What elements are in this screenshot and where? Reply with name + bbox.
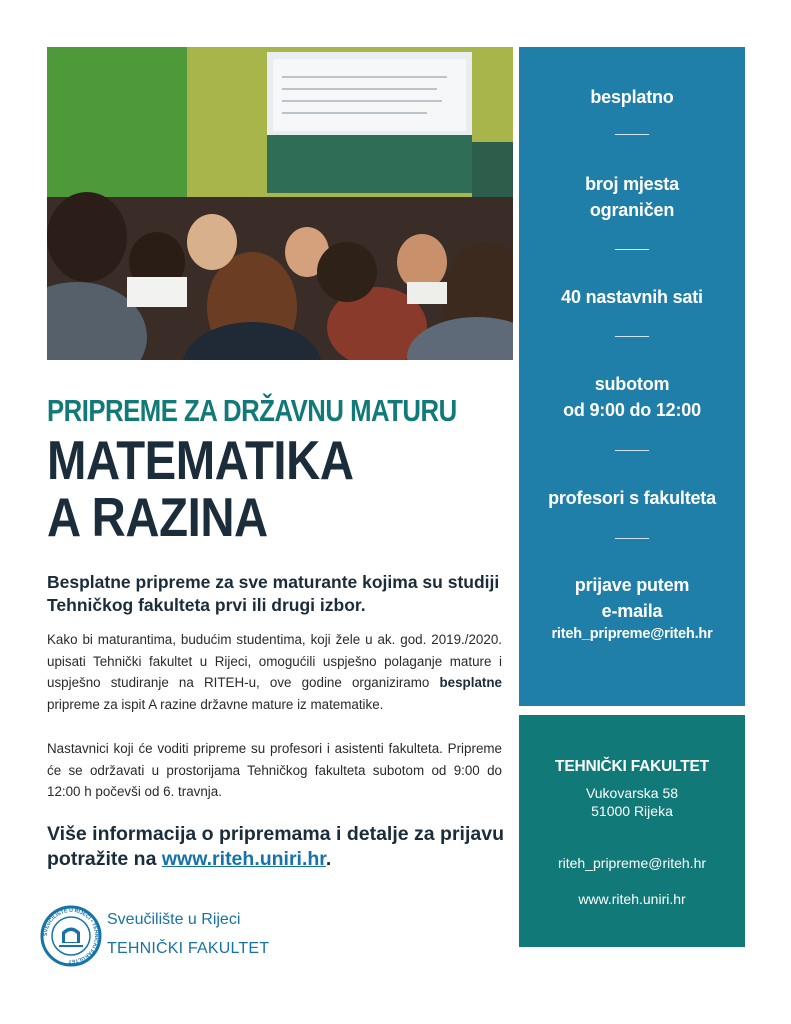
contact-street: Vukovarska 58 — [585, 785, 679, 801]
faculty-name: TEHNIČKI FAKULTET — [107, 940, 270, 957]
university-name: Sveučilište u Rijeci — [107, 911, 241, 928]
teachers-paragraph: Nastavnici koji će voditi pripreme su profesori i asistenti fakulteta. Pripreme će se održavati u prostorijama Tehničkog fakulteta subotom od 9:00 do 12:00 h počevši od 6. travnja. — [47, 741, 502, 800]
divider — [615, 538, 649, 539]
divider — [615, 249, 649, 250]
website-link[interactable]: www.riteh.uniri.hr — [161, 848, 326, 870]
info-limited-seats-line2: ograničen — [589, 200, 675, 220]
more-info — [47, 822, 517, 872]
divider — [615, 134, 649, 135]
kicker-heading: PRIPREME ZA DRŽAVNU MATURU — [47, 393, 457, 428]
intro-text-bold: besplatne — [439, 675, 502, 691]
intro-paragraph — [47, 629, 502, 715]
application-email[interactable]: riteh_pripreme@riteh.hr — [551, 626, 713, 642]
seal-ring-text: SVEUČILIŠTE U RIJECI • TEHNIČKI FAKULTET — [42, 907, 100, 965]
contact-email[interactable]: riteh_pripreme@riteh.hr — [557, 855, 707, 871]
contact-website[interactable]: www.riteh.uniri.hr — [578, 891, 686, 907]
info-schedule — [519, 371, 745, 423]
more-info-end: . — [325, 848, 332, 870]
info-schedule-line2: od 9:00 do 12:00 — [563, 400, 701, 420]
info-free: besplatno — [590, 87, 674, 107]
more-info-text: Više informacija o pripremama i detalje za prijavu potražite na — [47, 823, 504, 870]
main-title — [47, 429, 354, 548]
info-limited-seats — [519, 171, 745, 223]
title-line-2: A RAZINA — [47, 486, 268, 548]
university-seal-icon — [40, 905, 102, 967]
lead-paragraph: Besplatne pripreme za sve maturante kojima su studiji Tehničkog fakulteta prvi ili drugi izbor. — [47, 572, 500, 615]
contact-city: 51000 Rijeka — [591, 803, 673, 819]
lecture-hall-photo — [47, 47, 513, 360]
lecture-hall-image — [47, 47, 513, 360]
info-limited-seats-line1: broj mjesta — [585, 174, 679, 194]
contact-panel — [519, 715, 745, 947]
title-line-1: MATEMATIKA — [47, 429, 354, 491]
info-schedule-line1: subotom — [594, 374, 670, 394]
info-professors: profesori s fakulteta — [548, 488, 716, 508]
info-hours: 40 nastavnih sati — [561, 287, 703, 307]
contact-faculty: TEHNIČKI FAKULTET — [555, 758, 709, 775]
intro-text-end: pripreme za ispit A razine državne mature iz matematike. — [47, 696, 384, 712]
info-application-line1: prijave putem — [574, 575, 690, 595]
info-panel — [519, 47, 745, 706]
intro-text-start: Kako bi maturantima, budućim studentima, koji žele u ak. god. 2019./2020. upisati Tehnički fakultet u Rijeci, omogućili uspješno polaganje mature i uspješno studiranje na RITEH-u, ove godine organiziramo — [47, 632, 502, 691]
info-application-line2: e-maila — [601, 601, 663, 621]
divider — [615, 336, 649, 337]
divider — [615, 450, 649, 451]
info-application — [519, 572, 745, 644]
university-logo — [40, 905, 102, 967]
